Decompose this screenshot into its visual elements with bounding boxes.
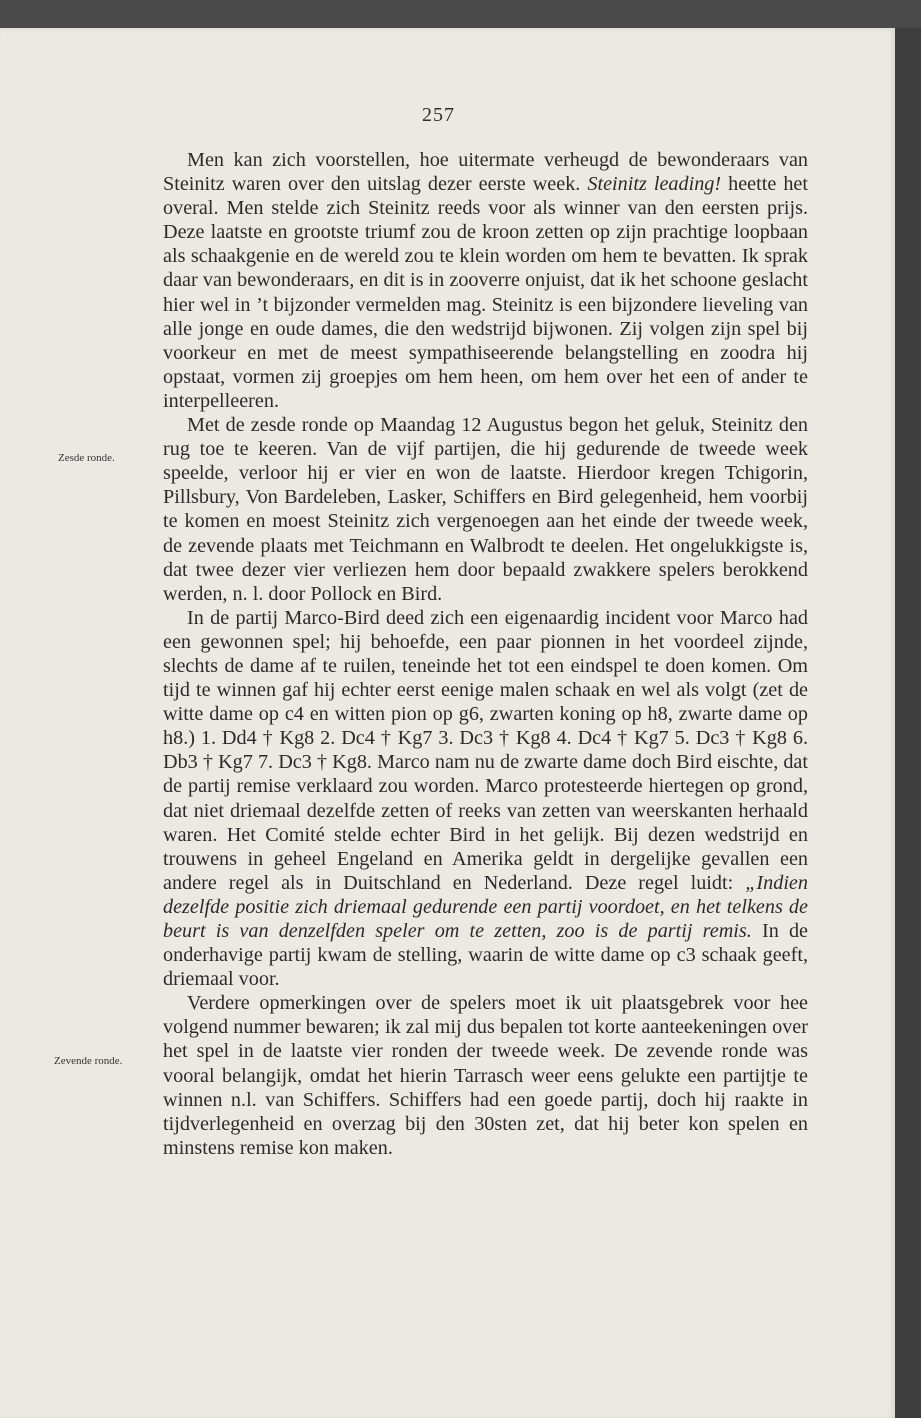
body-text: [163, 148, 808, 1160]
paragraph-4: Verdere opmerkingen over de spelers moet ik uit plaatsgebrek voor hee volgend nummer bewaren; ik zal mij dus bepalen tot korte aanteekeningen over het spel in de laatste vier ronden der tweede week. De zevende ronde was vooral belangijk, omdat het hierin Tarrasch weer eens gelukte een partijtje te winnen n.l. van Schiffers. Schiffers had een goede partij, doch hij raakte in tijdverlegenheid en overzag bij den 30sten zet, dat hij beter kon spelen en minstens remise kon maken.: [163, 992, 808, 1159]
paragraph-3-text-b: In de onderhavige partij kwam de stelling, waarin de witte dame op c3 schaak geeft, driemaal voor.: [163, 920, 809, 991]
paragraph-3-text-a: In de partij Marco-Bird deed zich een eigenaardig incident voor Marco had een gewonnen spel; hij behoefde, een paar pionnen in het voordeel zijnde, slechts de dame af te ruilen, teneinde het tot een eindspel te doen komen. Om tijd te winnen gaf hij echter eerst eenige malen schaak en wel als volgt (zet de witte dame op c4 en witten pion op g6, zwarten koning op h8, zwarte dame op h8.) 1. Dd4 † Kg8 2. Dc4 † Kg7 3. Dc3 † Kg8 4. Dc4 † Kg7 5. Dc3 † Kg8 6. Db3 † Kg7 7. Dc3 † Kg8. Marco nam nu de zwarte dame doch Bird eischte, dat de partij remise verklaard zou worden. Marco protesteerde hiertegen op grond, dat niet driemaal dezelfde zetten of reeks van zetten van weerskanten herhaald waren. Het Comité stelde echter Bird in het gelijk. Bij dezen wedstrijd en trouwens in geheel Engeland en Amerika geldt in dergelijke gevallen een andere regel als in Duitschland en Nederland. Deze regel luidt:: [163, 606, 808, 894]
page-number: 257: [422, 104, 455, 126]
page-edge: [895, 28, 921, 1418]
paragraph-1-text-a: Men kan zich voorstellen, hoe uitermate verheugd de bewonderaars van Steinitz waren over den uitslag dezer eerste week.: [163, 149, 808, 196]
paragraph-3: [163, 606, 808, 992]
margin-note-zevende-ronde: Zevende ronde.: [54, 1055, 123, 1067]
paragraph-1-text-b: heette het overal. Men stelde zich Steinitz reeds voor als winner van den eersten prijs. Deze laatste en grootste triumf zou de kroon zetten op zijn prachtige loopbaan als schaakgenie en de wereld zou te klein worden om hem te bevatten. Ik sprak daar van bewonderaars, en dit is in zooverre onjuist, dat ik het schoone geslacht hier wel in ’t bijzonder vermelden mag. Steinitz is een bijzondere lieveling van alle jonge en oude dames, die den wedstrijd bijwonen. Zij volgen zijn spel bij voorkeur en met de meest sympathiseerende belangstelling en zoodra hij opstaat, vormen zij groepjes om hem heen, om hem over het een of ander te interpelleeren.: [163, 173, 808, 412]
paragraph-2: Met de zesde ronde op Maandag 12 Augustus begon het geluk, Steinitz den rug toe te keeren. Van de vijf partijen, die hij gedurende de tweede week speelde, verloor hij er vier en won de laatste. Hierdoor kregen Tchigorin, Pillsbury, Von Bardeleben, Lasker, Schiffers en Bird gelegenheid, hem voorbij te komen en moest Steinitz zich vergenoegen aan het einde der tweede week, de zevende plaats met Teichmann en Walbrodt te deelen. Het ongelukkigste is, dat twee dezer vier verliezen hem door bepaald zwakkere spelers berokkend werden, n. l. door Pollock en Bird.: [163, 414, 808, 605]
paragraph-1-italic: Steinitz leading!: [587, 173, 722, 196]
margin-note-zesde-ronde: Zesde ronde.: [58, 452, 115, 464]
paragraph-1: [163, 148, 808, 413]
paragraph-3-italic-rule: „Indien dezelfde positie zich driemaal gedurende een partij voordoet, en het telkens de beurt is van denzelfden speler om te zetten, zoo is de partij remis.: [163, 871, 808, 942]
